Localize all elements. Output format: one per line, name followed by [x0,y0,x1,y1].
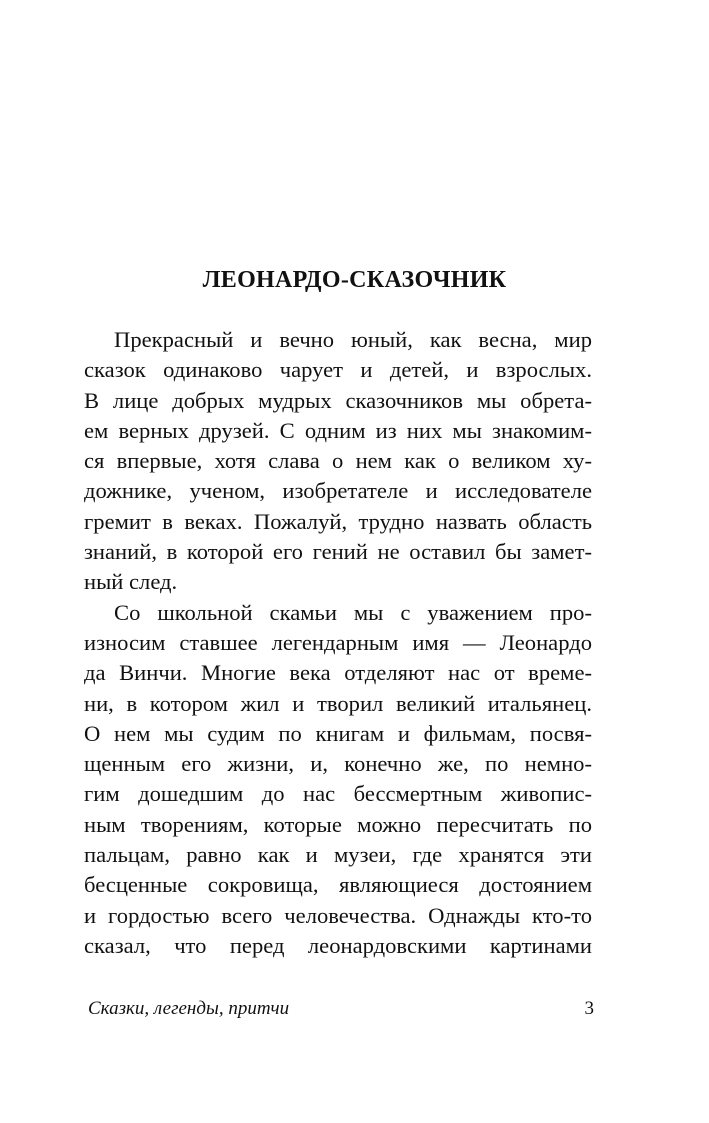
page-number: 3 [584,998,594,1019]
text-line: Со школьной скамьи мы с уважением про- [114,599,592,625]
text-line: гим дошедшим до нас бессмертным живопис- [84,781,592,807]
text-line: ся впервые, хотя слава о нем как о великом ху- [84,448,592,474]
text-line: пальцам, равно как и музеи, где хранятся эти [84,842,592,868]
text-line: щенным его жизни, и, конечно же, по немно- [84,751,592,777]
text-line: износим ставшее легендарным имя — Леонардо [84,629,592,655]
running-title: Сказки, легенды, притчи [88,998,290,1019]
text-line: и гордостью всего человечества. Однажды кто-то [84,902,592,928]
text-line: сказал, что перед леонардовскими картинами [84,932,592,958]
text-line: знаний, в которой его гений не оставил бы замет- [84,539,592,565]
text-line: гремит в веках. Пожалуй, трудно назвать область [84,508,592,534]
text-line: ным творениям, которые можно пересчитать по [84,811,592,837]
text-line: ни, в котором жил и творил великий итальянец. [84,690,592,716]
text-line: дожнике, ученом, изобретателе и исследователе [84,478,592,504]
body-text [84,325,592,961]
text-line: да Винчи. Многие века отделяют нас от време- [84,660,592,686]
text-line: Прекрасный и вечно юный, как весна, мир [114,327,592,352]
text-line: бесценные сокровища, являющиеся достоянием [84,872,592,898]
text-line: О нем мы судим по книгам и фильмам, посвя- [84,720,592,746]
text-line: ем верных друзей. С одним из них мы знакомим- [84,417,592,443]
text-line: сказок одинаково чарует и детей, и взрослых. [84,357,592,383]
chapter-title: ЛЕОНАРДО-СКАЗОЧНИК [202,267,507,293]
text-line: ный след. [84,569,178,595]
text-line: В лице добрых мудрых сказочников мы обрета- [84,387,592,413]
